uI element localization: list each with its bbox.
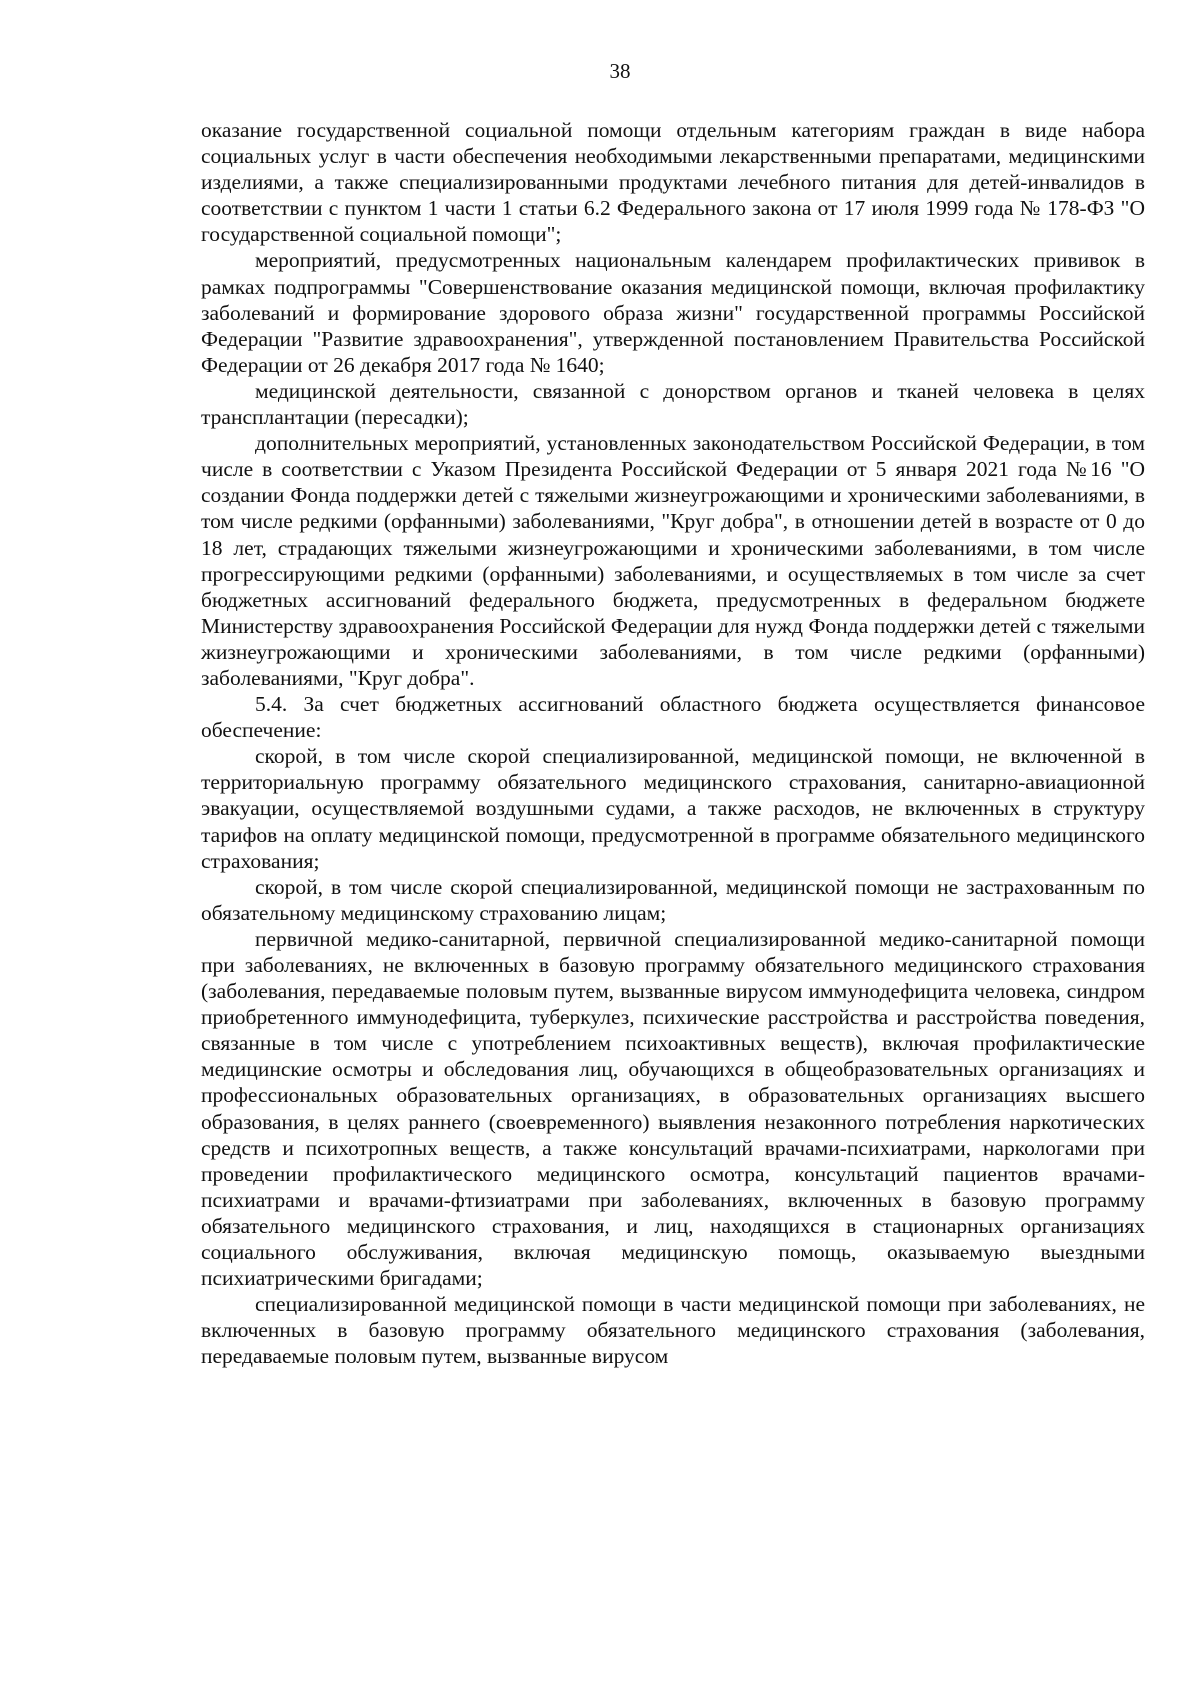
paragraph: скорой, в том числе скорой специализированной, медицинской помощи не застрахованным по обязательному медицинскому страхованию лицам; (201, 874, 1145, 925)
paragraph: медицинской деятельности, связанной с донорством органов и тканей человека в целях трансплантации (пересадки); (201, 378, 1145, 430)
page-number: 38 (609, 59, 631, 83)
paragraph: скорой, в том числе скорой специализированной, медицинской помощи, не включенной в территориальную программу обязательного медицинского страхования, санитарно-авиационной эвакуации, осуществляемой воздушными судами, а также расходов, не включенных в структуру тарифов на оплату медицинской помощи, предусмотренной в программе обязательного медицинского страхования; (201, 744, 1145, 873)
paragraph: первичной медико-санитарной, первичной специализированной медико-санитарной помощи при заболеваниях, не включенных в базовую программу обязательного медицинского страхования (заболевания, передаваемые половым путем, вызванные вирусом иммунодефицита человека, синдром приобретенного иммунодефицита, туберкулез, психические расстройства и расстройства поведения, связанные в том числе с употреблением психоактивных веществ), включая профилактические медицинские осмотры и обследования лиц, обучающихся в общеобразовательных организациях и профессиональных образовательных организациях, в образовательных организациях высшего образования, в целях раннего (своевременного) выявления незаконного потребления наркотических средств и психотропных веществ, а также консультаций врачами-психиатрами, наркологами при проведении профилактического медицинского осмотра, консультаций пациентов врачами-психиатрами и врачами-фтизиатрами при заболеваниях, включенных в базовую программу обязательного медицинского страхования, и лиц, находящихся в стационарных организациях социального обслуживания, включая медицинскую помощь, оказываемую выездными психиатрическими бригадами; (201, 926, 1145, 1291)
paragraph: дополнительных мероприятий, установленных законодательством Российской Федерации, в том числе в соответствии с Указом Президента Российской Федерации от 5 января 2021 года №16 "О создании Фонда поддержки детей с тяжелыми жизнеугрожающими и хроническими заболеваниями, в том числе редкими (орфанными) заболеваниями, "Круг добра", в отношении детей в возрасте от 0 до 18 лет, страдающих тяжелыми жизнеугрожающими и хроническими заболеваниями, в том числе прогрессирующими редкими (орфанными) заболеваниями, и осуществляемых в том числе за счет бюджетных ассигнований федерального бюджета, предусмотренных в федеральном бюджете Министерству здравоохранения Российской Федерации для нужд Фонда поддержки детей с тяжелыми жизнеугрожающими и хроническими заболеваниями, в том числе редкими (орфанными) заболеваниями, "Круг добра". (201, 431, 1145, 690)
paragraph: мероприятий, предусмотренных национальным календарем профилактических прививок в рамках подпрограммы "Совершенствование оказания медицинской помощи, включая профилактику заболеваний и формирование здорового образа жизни" государственной программы Российской Федерации "Развитие здравоохранения", утвержденной постановлением Правительства Российской Федерации от 26 декабря 2017 года № 1640; (201, 248, 1145, 377)
paragraph: 5.4. За счет бюджетных ассигнований областного бюджета осуществляется финансовое обеспечение: (201, 692, 1145, 743)
paragraph: оказание государственной социальной помощи отдельным категориям граждан в виде набора социальных услуг в части обеспечения необходимыми лекарственными препаратами, медицинскими изделиями, а также специализированными продуктами лечебного питания для детей-инвалидов в соответствии с пунктом 1 части 1 статьи 6.2 Федерального закона от 17 июля 1999 года № 178-ФЗ "О государственной социальной помощи"; (201, 118, 1145, 247)
paragraph: специализированной медицинской помощи в части медицинской помощи при заболеваниях, не включенных в базовую программу обязательного медицинского страхования (заболевания, передаваемые половым путем, вызванные вирусом (201, 1292, 1145, 1369)
document-body (201, 117, 1145, 1370)
